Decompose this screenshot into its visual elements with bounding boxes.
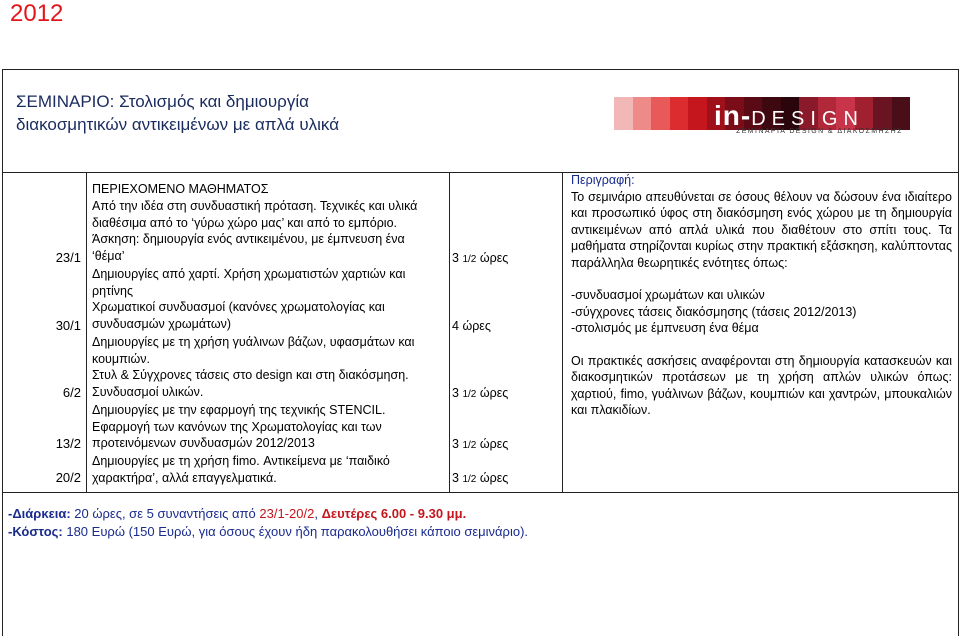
content-line: Δημιουργίες με την εφαρμογή της τεχνικής STENCIL. xyxy=(92,403,386,417)
hours-fraction: 1/2 xyxy=(462,440,477,451)
footer-info xyxy=(8,505,558,541)
logo-stripe xyxy=(892,97,911,130)
content-line: διαθέσιμα από το ‘γύρω χώρο μας’ και από το εμπόριο. xyxy=(92,215,398,230)
schedule-hours xyxy=(452,385,552,403)
year-heading: 2012 xyxy=(10,0,64,27)
description-bullet: -συνδυασμοί χρωμάτων και υλικών xyxy=(571,288,765,302)
schedule-row-content xyxy=(92,198,447,265)
divider-line xyxy=(2,492,959,493)
logo-stripe xyxy=(873,97,892,130)
cost-label: -Κόστος: xyxy=(8,524,63,539)
content-line: Χρωματικοί συνδυασμοί (κανόνες χρωματολογίας και xyxy=(92,300,385,315)
content-line: συνδυασμών χρωμάτων) xyxy=(92,317,232,332)
column-divider xyxy=(86,172,87,492)
schedule-header: ΠΕΡΙΕΧΟΜΕΝΟ ΜΑΘΗΜΑΤΟΣ xyxy=(92,182,269,196)
schedule-hours xyxy=(452,436,552,454)
duration-line: -Διάρκεια: 20 ώρες, σε 5 συναντήσεις από 23/1-20/2, Δευτέρες 6.00 - 9.30 μμ. xyxy=(8,506,467,521)
seminar-title xyxy=(16,90,576,136)
in-design-logo xyxy=(614,97,910,137)
hours-number: 3 xyxy=(452,437,459,451)
description-paragraph-1: Το σεμινάριο απευθύνεται σε όσους θέλουν να δώσουν ένα ιδιαίτερο και προσωπικό ύφος στη διακόσμηση ενός χώρου με τη δημιουργία αντικειμένων από απλά υλικά που διαθέτουν στο σπίτι τους. Τα μαθήματα στηρίζονται κυρίως στην πρακτική εξάσκηση, καλύπτοντας παράλληλα θεωρητικές ενότητες όπως: xyxy=(571,189,952,270)
hours-number: 3 xyxy=(452,251,459,265)
cost-text: 180 Ευρώ (150 Ευρώ, για όσους έχουν ήδη παρακολουθήσει κάποιο σεμινάριο). xyxy=(62,524,529,539)
hours-number: 4 xyxy=(452,319,459,333)
hours-unit: ώρες xyxy=(479,251,509,265)
content-line: Συνδυασμοί υλικών. xyxy=(92,385,204,400)
duration-text: 20 ώρες, σε 5 συναντήσεις από xyxy=(70,506,260,521)
logo-stripe xyxy=(633,97,652,130)
description-label: Περιγραφή: xyxy=(571,173,635,187)
content-line: χαρακτήρα’, αλλά επαγγελματικά. xyxy=(92,470,277,485)
schedule-hours xyxy=(452,250,552,268)
cost-line xyxy=(8,523,558,541)
description-panel xyxy=(571,172,952,419)
logo-stripe xyxy=(670,97,689,130)
schedule-hours xyxy=(452,318,552,334)
schedule-row-content xyxy=(92,402,447,452)
logo-stripe xyxy=(651,97,670,130)
content-line: ρητίνης xyxy=(92,283,134,298)
schedule-row-content xyxy=(92,453,447,486)
logo-tagline: ΣΕΜΙΝΑΡΙΑ DESIGN & ΔΙΑΚΟΣΜΗΣΗΣ xyxy=(736,128,903,135)
hours-fraction: 1/2 xyxy=(462,389,477,400)
schedule-date: 30/1 xyxy=(55,318,81,333)
duration-day: Δευτέρες 6.00 - 9.30 μμ. xyxy=(321,506,467,521)
content-line: Εφαρμογή των κανόνων της Χρωματολογίας και των xyxy=(92,419,382,434)
hours-fraction: 1/2 xyxy=(462,474,477,485)
schedule-date: 20/2 xyxy=(55,470,81,485)
logo-brand-design: DESIGN xyxy=(751,108,864,130)
content-line: Δημιουργίες με τη χρήση γυάλινων βάζων, υφασμάτων και xyxy=(92,335,415,349)
duration-dates: 23/1-20/2 xyxy=(259,506,315,521)
hours-unit: ώρες xyxy=(462,319,491,333)
content-line: Δημιουργίες από χαρτί. Χρήση χρωματιστών χαρτιών και xyxy=(92,267,406,281)
schedule-row-content xyxy=(92,266,447,333)
schedule-date: 13/2 xyxy=(55,436,81,451)
description-bullet: -σύγχρονες τάσεις διακόσμησης (τάσεις 2012/2013) xyxy=(571,304,857,319)
content-line: Στυλ & Σύγχρονες τάσεις στο design και στη διακόσμηση. xyxy=(92,368,409,383)
hours-fraction: 1/2 xyxy=(462,254,477,265)
hours-unit: ώρες xyxy=(479,386,509,400)
content-line: προτεινόμενων συνδυασμών 2012/2013 xyxy=(92,436,315,451)
column-divider xyxy=(449,172,450,492)
hours-unit: ώρες xyxy=(479,437,509,451)
logo-stripe xyxy=(614,97,633,130)
content-line: Άσκηση: δημιουργία ενός αντικειμένου, με έμπνευση ένα xyxy=(92,232,405,247)
duration-label: -Διάρκεια: xyxy=(8,506,71,521)
hours-unit: ώρες xyxy=(479,471,509,485)
schedule-hours xyxy=(452,470,552,488)
hours-number: 3 xyxy=(452,471,459,485)
content-line: Δημιουργίες με τη χρήση fimo. Αντικείμενα με ‘παιδικό xyxy=(92,454,390,468)
content-line: κουμπιών. xyxy=(92,351,150,366)
hours-number: 3 xyxy=(452,386,459,400)
description-bullet: -στολισμός με έμπνευση ένα θέμα xyxy=(571,321,759,335)
description-paragraph-2: Οι πρακτικές ασκήσεις αναφέρονται στη δημιουργία κατασκευών και διακοσμητικών προτάσεων με τη χρήση απλών υλικών όπως: χαρτιού, fimo, γυάλινων βάζων, κουμπιών και χαντρών, μπουκαλιών και πλακιδίων. xyxy=(571,353,952,417)
content-line: Από την ιδέα στη συνδυαστική πρόταση. Τεχνικές και υλικά xyxy=(92,199,418,213)
schedule-row-content xyxy=(92,334,447,401)
title-line-2: διακοσμητικών αντικειμένων με απλά υλικά xyxy=(16,115,340,134)
schedule-date: 6/2 xyxy=(62,385,81,400)
content-line: ‘θέμα’ xyxy=(92,249,125,264)
column-divider xyxy=(562,172,563,492)
title-line-1: ΣΕΜΙΝΑΡΙΟ: Στολισμός και δημιουργία xyxy=(16,92,309,111)
logo-stripe xyxy=(688,97,707,130)
logo-brand-main: in- xyxy=(714,100,752,131)
schedule-date: 23/1 xyxy=(55,250,81,265)
